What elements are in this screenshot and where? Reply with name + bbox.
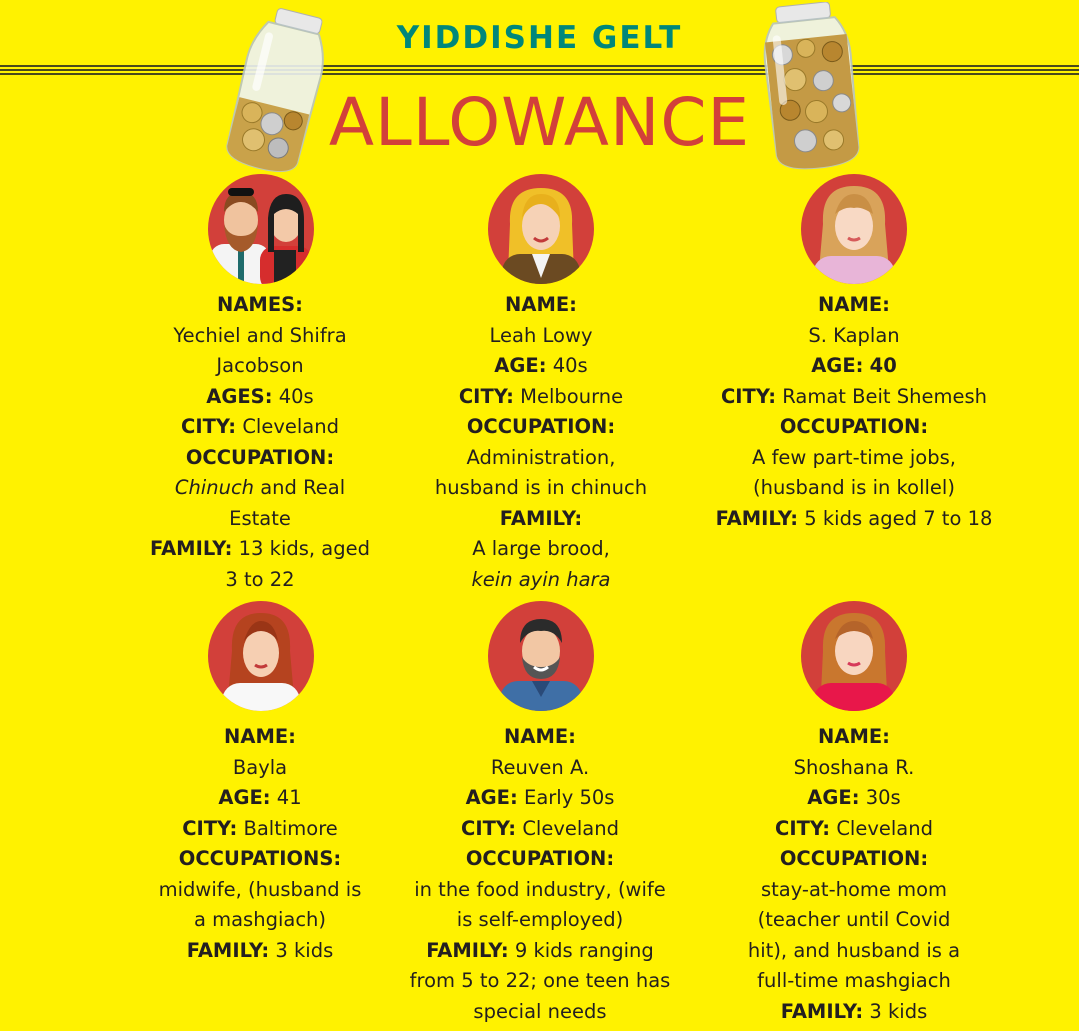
coin-jar-right-image <box>752 2 870 174</box>
section-kicker: YIDDISHE GELT <box>396 20 683 56</box>
city-value: Cleveland <box>522 816 619 840</box>
profile-s-kaplan <box>694 290 1014 534</box>
occupation-value: Administration, <box>466 445 616 469</box>
occupation-value: midwife, (husband is <box>158 877 362 901</box>
avatar-shoshana-r <box>801 601 907 711</box>
family-value-cont: from 5 to 22; one teen has <box>409 969 671 992</box>
avatar-s-kaplan <box>801 174 907 284</box>
city-value: Ramat Beit Shemesh <box>782 384 988 408</box>
occupation-value-cont3: full-time mashgiach <box>757 969 951 992</box>
family-value: 9 kids ranging <box>514 938 654 962</box>
occupation-label: OCCUPATION: <box>465 847 615 870</box>
occupation-value: A few part-time jobs, <box>752 445 956 469</box>
occupation-value-cont: (husband is in kollel) <box>753 476 955 499</box>
age-value: 30s <box>865 786 901 809</box>
name-label: NAMES: <box>217 293 303 316</box>
profile-reuven-a <box>394 722 686 1027</box>
age-label: AGE: <box>465 786 518 809</box>
name-value: Leah Lowy <box>489 323 593 347</box>
profile-leah-lowy <box>400 290 682 595</box>
avatar-bayla <box>208 601 314 711</box>
family-value-cont: 3 to 22 <box>225 567 295 591</box>
profile-shoshana-r <box>714 722 994 1027</box>
header-rule-top <box>0 65 1079 67</box>
age-label: AGE: <box>494 354 547 377</box>
profile-jacobson <box>120 290 400 595</box>
age-value: 40s <box>552 354 588 377</box>
occupation-label: OCCUPATION: <box>779 415 929 438</box>
occupation-value: and Real <box>254 476 346 499</box>
age-value: Early 50s <box>524 786 615 809</box>
occupation-value-cont: a mashgiach) <box>193 908 327 931</box>
family-value-italic: kein ayin hara <box>471 567 611 591</box>
age-label: AGE: <box>811 354 864 377</box>
occupation-italic: Chinuch <box>174 476 255 499</box>
family-value: 3 kids <box>275 938 334 962</box>
city-label: CITY: <box>461 816 517 840</box>
family-value: A large brood, <box>472 537 610 560</box>
city-label: CITY: <box>458 384 514 408</box>
city-value: Melbourne <box>520 384 624 408</box>
family-label: FAMILY: <box>426 938 509 962</box>
name-label: NAME: <box>504 725 576 748</box>
header-rule-bottom <box>0 73 1079 75</box>
age-label: AGE: <box>807 786 860 809</box>
city-label: CITY: <box>775 816 831 840</box>
name-label: NAME: <box>505 293 577 316</box>
family-label: FAMILY: <box>149 537 233 560</box>
profile-bayla <box>120 722 400 966</box>
header-rule-middle <box>0 69 1079 71</box>
age-value: 40 <box>869 354 897 377</box>
city-label: CITY: <box>182 816 238 840</box>
occupation-label: OCCUPATION: <box>779 847 929 870</box>
occupation-value-cont: husband is in chinuch <box>434 476 648 499</box>
family-value: 3 kids <box>869 999 928 1023</box>
city-label: CITY: <box>181 415 237 438</box>
age-value: 40s <box>278 384 314 408</box>
family-value: 13 kids, aged <box>238 537 370 560</box>
occupation-value: stay-at-home mom <box>760 877 948 901</box>
avatar-leah-lowy <box>488 174 594 284</box>
family-label: FAMILY: <box>715 506 799 530</box>
name-value: Yechiel and Shifra <box>173 323 347 347</box>
occupation-value-cont: is self-employed) <box>456 908 624 931</box>
age-label: AGE: <box>218 786 271 809</box>
name-value: S. Kaplan <box>808 323 900 347</box>
name-value-cont: Jacobson <box>216 354 304 377</box>
family-label: FAMILY: <box>499 506 583 530</box>
occupation-label: OCCUPATIONS: <box>178 847 342 870</box>
name-label: NAME: <box>818 293 890 316</box>
name-label: NAME: <box>818 725 890 748</box>
avatar-jacobson-couple <box>208 174 314 284</box>
family-value-cont2: special needs <box>473 999 607 1023</box>
city-value: Cleveland <box>836 816 933 840</box>
name-value: Shoshana R. <box>793 755 915 779</box>
name-value: Reuven A. <box>490 755 590 779</box>
avatar-reuven-a <box>488 601 594 711</box>
occupation-value-cont2: hit), and husband is a <box>747 938 961 962</box>
occupation-label: OCCUPATION: <box>466 415 616 438</box>
occupation-label: OCCUPATION: <box>185 445 335 469</box>
age-value: 41 <box>276 786 302 809</box>
occupation-value-cont: Estate <box>229 506 291 530</box>
page-title: ALLOWANCE <box>328 84 751 161</box>
coin-jar-left-image <box>218 6 336 176</box>
city-label: CITY: <box>720 384 777 408</box>
city-value: Cleveland <box>242 415 339 438</box>
occupation-value-cont: (teacher until Covid <box>757 908 951 931</box>
age-label: AGES: <box>206 384 273 408</box>
name-value: Bayla <box>232 755 288 779</box>
occupation-value: in the food industry, (wife <box>414 877 666 901</box>
city-value: Baltimore <box>243 816 338 840</box>
family-value: 5 kids aged 7 to 18 <box>804 506 993 530</box>
name-label: NAME: <box>224 725 296 748</box>
family-label: FAMILY: <box>186 938 270 962</box>
family-label: FAMILY: <box>780 999 864 1023</box>
